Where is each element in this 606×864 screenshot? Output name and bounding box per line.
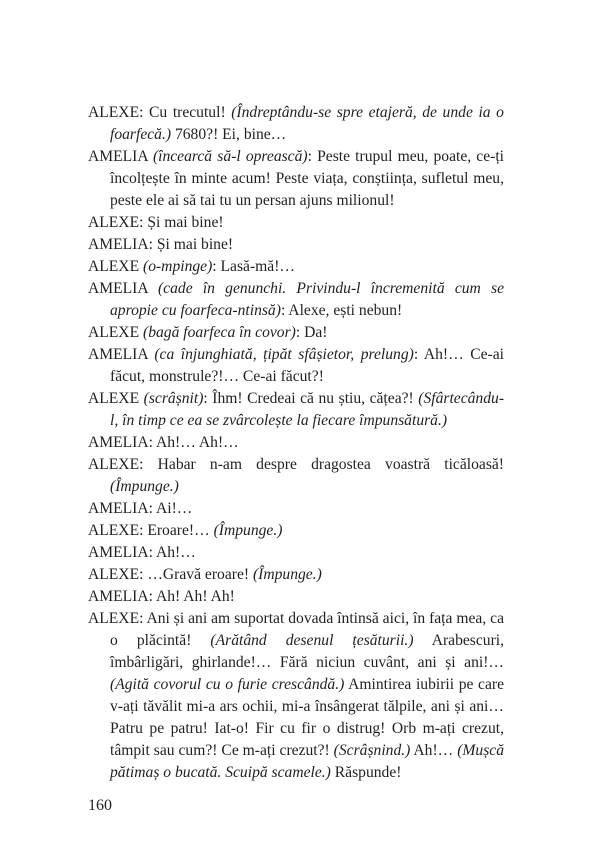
speech: Răspunde! — [330, 764, 402, 781]
speech: Arabescuri, îmbârligări, ghirlande!… Fără niciun cuvânt, ani și ani!… — [110, 632, 504, 671]
page-number: 160 — [88, 797, 112, 814]
speech: ALEXE: Ani și ani am suportat dovada întinsă aici, în fața mea, ca o plăcintă! — [88, 610, 504, 649]
stage-direction: (Scrâșnind.) — [333, 742, 411, 759]
speech: : Ah!… Ce-ai făcut, monstrule?!… Ce-ai făcut?! — [110, 346, 505, 385]
stage-direction: (Împunge.) — [110, 478, 179, 495]
speech: : Lasă-mă!… — [212, 258, 295, 275]
stage-direction: (scrâșnit) — [143, 390, 204, 407]
stage-direction: (ca înjunghiată, țipăt sfâșietor, prelung) — [154, 346, 414, 363]
dialogue-line — [88, 432, 504, 454]
dialogue-line — [88, 388, 504, 432]
speech: ALEXE: Și mai bine! — [88, 214, 224, 231]
speech: ALEXE: Habar n-am despre dragostea voastră ticăloasă! — [88, 456, 504, 473]
speech: : Alexe, ești nebun! — [280, 302, 403, 319]
speaker: AMELIA — [88, 148, 153, 165]
speech: Ah!… — [410, 742, 458, 759]
dialogue-line — [88, 344, 504, 388]
dialogue-line — [88, 454, 504, 498]
speaker: AMELIA — [88, 280, 158, 297]
dialogue-line — [88, 212, 504, 234]
stage-direction: (Împunge.) — [213, 522, 283, 539]
speech: 7680?! Ei, bine… — [171, 126, 287, 143]
stage-direction: (încearcă să-l oprească) — [152, 148, 308, 165]
speech: ALEXE: …Gravă eroare! — [88, 566, 253, 583]
dialogue-line — [88, 278, 504, 322]
stage-direction: (Împunge.) — [252, 566, 322, 583]
dialogue-line — [88, 256, 504, 278]
speaker: ALEXE — [88, 390, 144, 407]
speech: Amintirea iubirii pe care v-ați tăvălit mi-a ars ochii, mi-a însângerat tălpile, ani și ani… Patru pe patru! Iat-o! Fir cu fir o distrug! Orb m-ați crezut, tâmpit sau cum?! Ce m-ați crezut?! — [110, 676, 504, 759]
dialogue-line — [88, 498, 504, 520]
dialogue-line — [88, 608, 504, 784]
speech: ALEXE: Cu trecutul! — [88, 104, 232, 121]
stage-direction: (Mușcă pătimaș o bucată. Scuipă scamele.) — [110, 742, 504, 781]
speaker: AMELIA — [88, 346, 155, 363]
dialogue-line — [88, 146, 504, 212]
speech: ALEXE: Eroare!… — [88, 522, 214, 539]
stage-direction: (Îndreptându-se spre etajeră, de unde ia o foarfecă.) — [110, 104, 504, 143]
speech: AMELIA: Ai!… — [88, 500, 193, 517]
dialogue-line — [88, 586, 504, 608]
speech: AMELIA: Și mai bine! — [88, 236, 234, 253]
speech: AMELIA: Ah!… Ah!… — [88, 434, 239, 451]
dialogue-line — [88, 322, 504, 344]
stage-direction: (Sfârtecându-l, în timp ce ea se zvârcolește la fiecare împunsătură.) — [110, 390, 505, 429]
speech: AMELIA: Ah! Ah! Ah! — [88, 588, 235, 605]
stage-direction: (Agită covorul cu o furie crescândă.) — [110, 676, 345, 693]
stage-direction: (cade în genunchi. Privindu-l încremenită cum se apropie cu foarfeca-ntinsă) — [110, 280, 504, 319]
speaker: ALEXE — [88, 324, 143, 341]
stage-direction: (o-mpinge) — [143, 258, 213, 275]
dialogue-line — [88, 542, 504, 564]
stage-direction: (Arătând desenul țesăturii.) — [210, 632, 414, 649]
speech: : Îhm! Credeai că nu știu, cățea?! — [203, 390, 419, 407]
dialogue-line — [88, 520, 504, 542]
stage-direction: (bagă foarfeca în covor) — [143, 324, 296, 341]
speaker: ALEXE — [88, 258, 143, 275]
dialogue-line — [88, 102, 504, 146]
dialogue-line — [88, 564, 504, 586]
speech: : Da! — [295, 324, 328, 341]
dialogue-line — [88, 234, 504, 256]
play-text — [88, 102, 504, 784]
speech: : Peste trupul meu, poate, ce-ți încolțește în minte acum! Peste viața, conștiința, sufletul meu, peste ele ai să tai tu un persan ajuns milionul! — [110, 148, 505, 209]
speech: AMELIA: Ah!… — [88, 544, 196, 561]
